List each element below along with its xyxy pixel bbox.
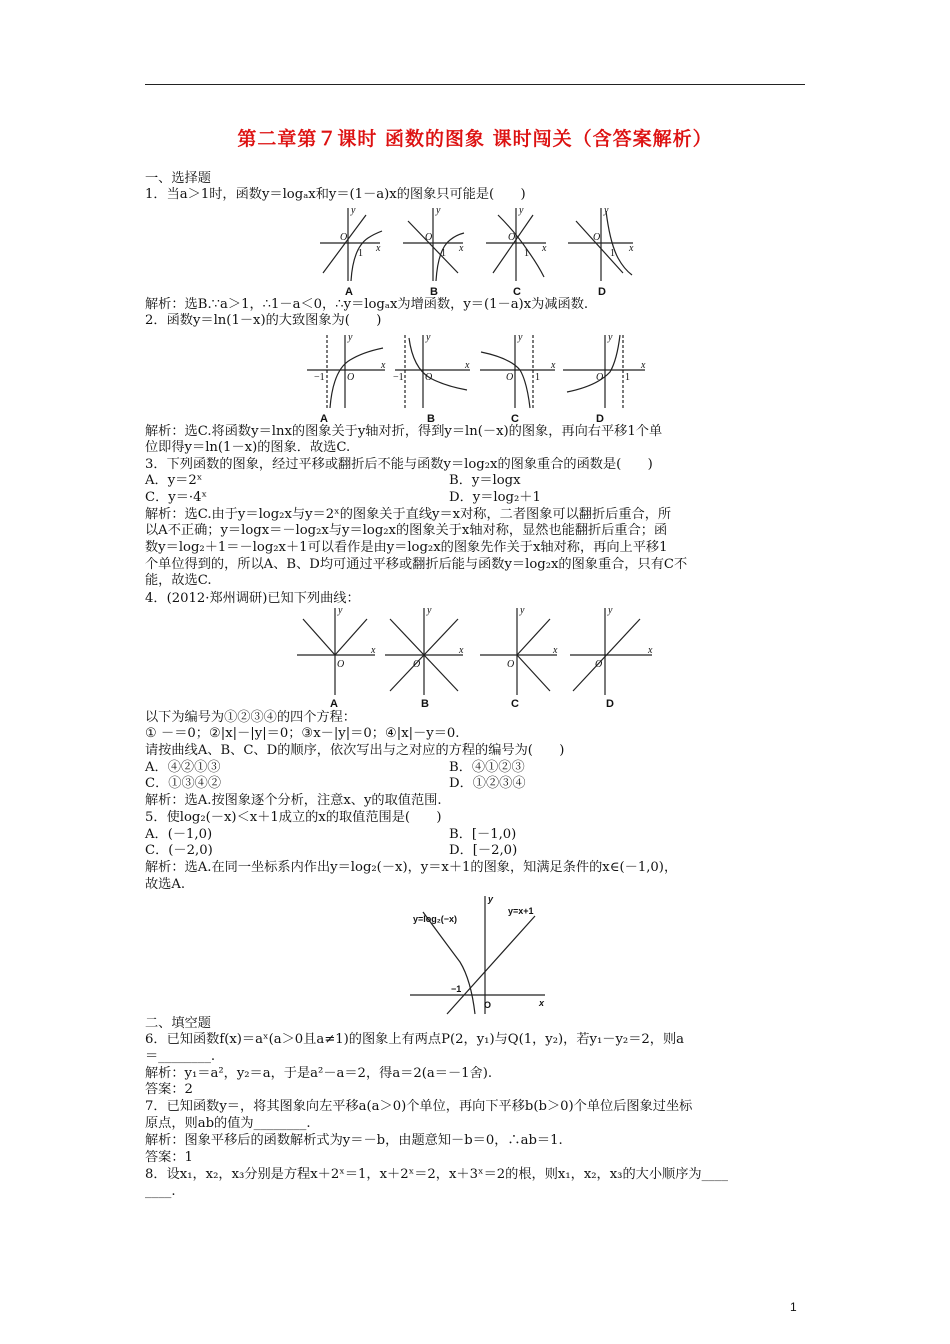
q3-option-b: B．y＝logx [449, 473, 521, 488]
q4-figures [295, 605, 660, 710]
svg-text:x: x [381, 360, 386, 371]
question-7-line2: 原点，则ab的值为________. [145, 1116, 311, 1131]
q1-label-a: A [345, 286, 353, 298]
q5-line-label: y=x+1 [508, 906, 534, 916]
section-fill: 二、填空题 [145, 1016, 211, 1031]
q1-graph-c [486, 208, 546, 281]
q5-option-b: B．[－1,0) [449, 827, 517, 842]
q1-label-b: B [430, 286, 438, 298]
answer-5-line1: 解析：选A.在同一坐标系内作出y＝log₂(－x)，y＝x＋1的图象，知满足条件的x∈(－1,0)， [145, 860, 678, 875]
svg-text:x: x [641, 360, 646, 371]
svg-text:O: O [595, 659, 603, 670]
q5-log-label: y=log₂(−x) [413, 914, 458, 924]
svg-text:x: x [553, 645, 558, 656]
question-5: 5．使log₂(－x)＜x＋1成立的x的取值范围是( ) [145, 810, 442, 825]
svg-text:O: O [508, 232, 516, 243]
q2-label-d: D [596, 413, 604, 425]
svg-text:x: x [551, 360, 556, 371]
q5-option-d: D．[－2,0) [449, 843, 518, 858]
svg-text:O: O [337, 659, 345, 670]
q5-figure [405, 892, 550, 1017]
svg-text:y: y [348, 332, 353, 343]
svg-text:O: O [596, 372, 604, 383]
svg-text:x: x [542, 243, 547, 254]
answer-6: 解析：y₁＝a²，y₂＝a，于是a²－a＝2，得a＝2(a＝－1舍). [145, 1066, 493, 1081]
q4-option-b: B．④①②③ [449, 760, 525, 775]
svg-text:x: x [465, 360, 470, 371]
svg-text:O: O [484, 1000, 492, 1010]
question-3: 3．下列函数的图象，经过平移或翻折后不能与函数y＝log₂x的图象重合的函数是( ) [145, 457, 653, 472]
svg-text:−1: −1 [451, 984, 462, 994]
svg-text:O: O [506, 372, 514, 383]
svg-text:y: y [608, 605, 613, 616]
svg-text:x: x [648, 645, 653, 656]
question-2: 2．函数y＝ln(1－x)的大致图象为( ) [145, 313, 382, 328]
question-6-line1: 6．已知函数f(x)＝aˣ(a＞0且a≠1)的图象上有两点P(2，y₁)与Q(1，y₂)，若y₁－y₂＝2，则a [145, 1032, 685, 1047]
q4-label-c: C [511, 698, 519, 710]
answer-3-line2: 以A不正确；y＝logx＝－log₂x与y＝log₂x的图象关于x轴对称，显然也能翻折后重合；函 [145, 523, 668, 538]
svg-text:−1: −1 [393, 372, 404, 383]
answer-3-line3: 数y＝log₂＋1＝－log₂x＋1可以看作是由y＝log₂x的图象先作关于x轴对称，再向上平移1 [145, 540, 668, 555]
page-title: 第二章第７课时 函数的图象 课时闯关（含答案解析） [237, 128, 713, 150]
q1-graph-a [320, 208, 382, 281]
svg-text:x: x [376, 243, 381, 254]
svg-text:x: x [629, 243, 634, 254]
answer-3-line4: 个单位得到的，所以A、B、D均可通过平移或翻折后能与函数y＝log₂x的图象重合，只有C不 [145, 557, 688, 572]
q1-graph-d [568, 208, 633, 281]
q1-o-a: O [340, 232, 348, 243]
q5-option-a: A．(－1,0) [145, 827, 213, 842]
svg-text:y: y [351, 205, 356, 216]
question-4: 4．(2012·郑州调研)已知下列曲线： [145, 591, 360, 606]
question-7-line1: 7．已知函数y＝，将其图象向左平移a(a＞0)个单位，再向下平移b(b＞0)个单位后图象过坐标 [145, 1099, 693, 1114]
answer-5-line2: 故选A. [145, 877, 186, 892]
q4-label-d: D [606, 698, 614, 710]
svg-text:x: x [459, 243, 464, 254]
q3-option-a: A．y＝2ˣ [145, 473, 203, 488]
q4-option-a: A．④②①③ [145, 760, 221, 775]
q2-label-c: C [511, 413, 519, 425]
svg-text:y: y [426, 332, 431, 343]
q2-label-a: A [320, 413, 328, 425]
svg-text:x: x [371, 645, 376, 656]
q4-prompt: 请按曲线A、B、C、D的顺序，依次写出与之对应的方程的编号为( ) [145, 743, 565, 758]
svg-text:O: O [347, 372, 355, 383]
svg-text:−1: −1 [314, 372, 325, 383]
q4-option-d: D．①②③④ [449, 776, 526, 791]
answer-7: 解析：图象平移后的函数解析式为y＝－b，由题意知－b＝0，∴ab＝1. [145, 1133, 563, 1148]
svg-text:O: O [413, 659, 421, 670]
q2-label-b: B [427, 413, 435, 425]
answer-3-line5: 能，故选C. [145, 573, 212, 588]
question-8-line2: ____. [145, 1184, 176, 1199]
svg-text:y: y [436, 205, 441, 216]
header-rule [145, 84, 805, 85]
svg-text:y: y [608, 332, 613, 343]
q1-figures [318, 203, 648, 298]
question-8-line1: 8．设x₁，x₂，x₃分别是方程x＋2ˣ＝1，x＋2ˣ＝2，x＋3ˣ＝2的根，则x₁，x₂，x₃的大小顺序为____ [145, 1167, 728, 1182]
q1-label-c: C [513, 286, 521, 298]
answer-2-line2: 位即得y＝ln(1－x)的图象．故选C. [145, 440, 351, 455]
answer-1: 解析：选B.∵a＞1，∴1－a＜0，∴y＝logₐx为增函数，y＝(1－a)x为减函数. [145, 297, 589, 312]
answer-3-line1: 解析：选C.由于y＝log₂x与y＝2ˣ的图象关于直线y＝x对称，二者图象可以翻折后重合，所 [145, 507, 672, 522]
svg-text:O: O [425, 232, 433, 243]
svg-text:y: y [520, 605, 525, 616]
section-choice: 一、选择题 [145, 171, 211, 186]
q2-figures [305, 330, 650, 425]
svg-text:O: O [507, 659, 515, 670]
q1-label-d: D [598, 286, 606, 298]
q1-graph-b [403, 208, 464, 281]
svg-text:y: y [604, 205, 609, 216]
question-6-line2: ＝________. [145, 1049, 216, 1064]
svg-text:1: 1 [358, 248, 363, 259]
svg-text:x: x [459, 645, 464, 656]
q4-equations-intro: 以下为编号为①②③④的四个方程： [145, 710, 356, 725]
svg-text:x: x [539, 998, 545, 1008]
svg-text:1: 1 [535, 372, 540, 383]
answer-6-value: 答案：2 [145, 1082, 193, 1097]
q3-option-c: C．y＝·4ˣ [145, 490, 208, 505]
svg-text:y: y [427, 605, 432, 616]
page-number: 1 [790, 1300, 797, 1314]
svg-text:O: O [425, 372, 433, 383]
svg-text:1: 1 [524, 248, 529, 259]
svg-text:y: y [518, 332, 523, 343]
svg-text:O: O [593, 232, 601, 243]
answer-2-line1: 解析：选C.将函数y＝lnx的图象关于y轴对折，得到y＝ln(－x)的图象，再向右平移1个单 [145, 424, 663, 439]
answer-7-value: 答案：1 [145, 1150, 193, 1165]
q5-option-c: C．(－2,0) [145, 843, 213, 858]
answer-4: 解析：选A.按图象逐个分析，注意x、y的取值范围. [145, 793, 442, 808]
q4-option-c: C．①③④② [145, 776, 222, 791]
q4-label-a: A [330, 698, 338, 710]
q4-equations: ① －＝0；②|x|－|y|＝0；③x－|y|＝0；④|x|－y＝0. [145, 726, 460, 741]
question-1: 1．当a＞1时，函数y＝logₐx和y＝(1－a)x的图象只可能是( ) [145, 187, 526, 202]
svg-text:y: y [488, 894, 494, 904]
svg-text:y: y [519, 205, 524, 216]
svg-text:y: y [338, 605, 343, 616]
svg-text:1: 1 [610, 248, 615, 259]
q3-option-d: D．y＝log₂＋1 [449, 490, 541, 505]
q4-label-b: B [421, 698, 429, 710]
svg-text:1: 1 [441, 248, 446, 259]
svg-text:1: 1 [625, 372, 630, 383]
